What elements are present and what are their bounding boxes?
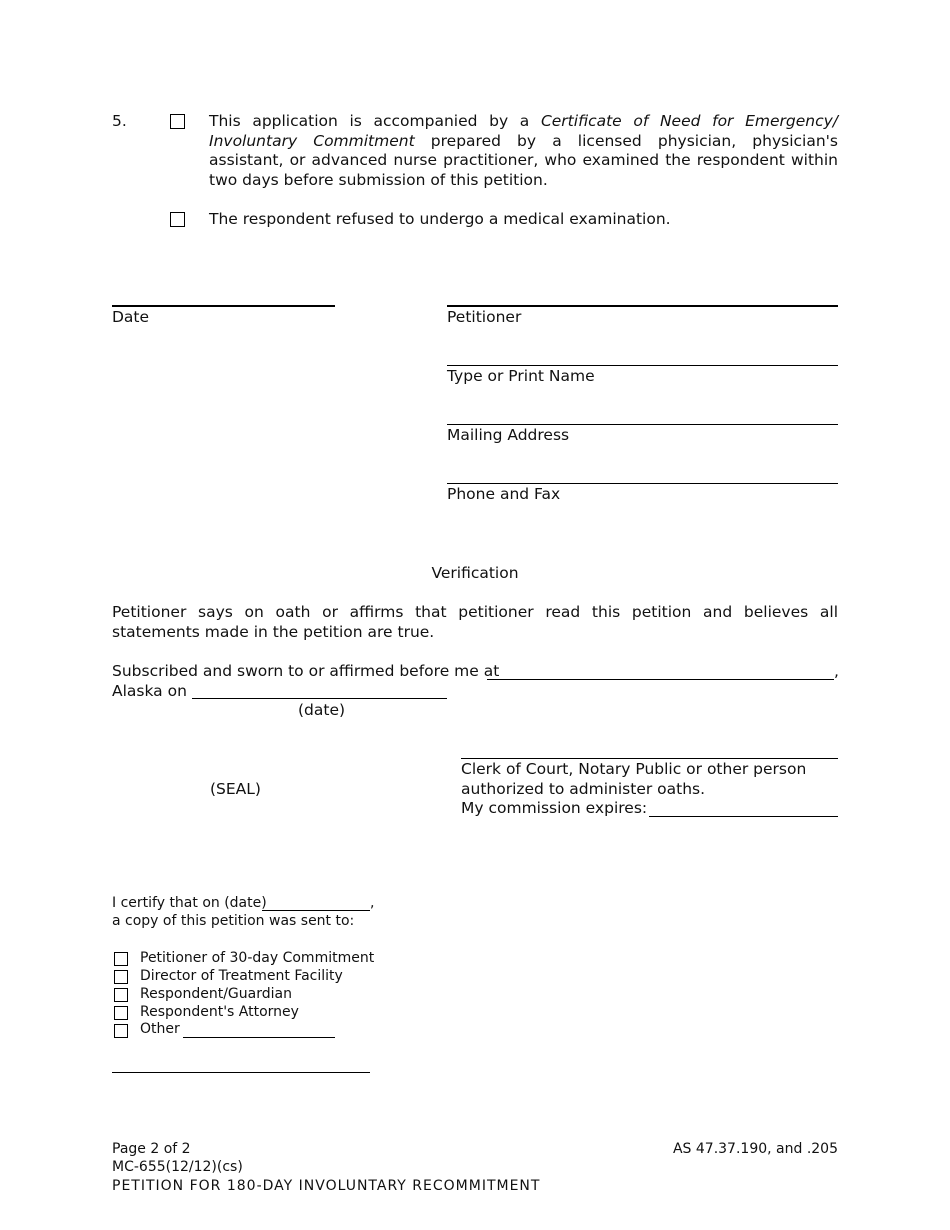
form-number: MC-655(12/12)(cs) — [112, 1159, 243, 1175]
verification-heading: Verification — [431, 564, 519, 582]
form-title: PETITION FOR 180-DAY INVOLUNTARY RECOMMITMENT — [112, 1178, 541, 1194]
other-copy-label: Other — [140, 1021, 180, 1037]
statute-reference: AS 47.37.190, and .205 — [672, 1141, 838, 1157]
respondent-attorney-label: Respondent's Attorney — [140, 1004, 299, 1020]
certify-sent-text: a copy of this petition was sent to: — [112, 913, 355, 929]
director-copy-checkbox[interactable] — [114, 970, 128, 984]
director-copy-label: Director of Treatment Facility — [140, 968, 343, 984]
certificate-checkbox[interactable] — [170, 114, 185, 129]
clerk-label-line1: Clerk of Court, Notary Public or other person — [461, 760, 807, 778]
respondent-guardian-checkbox[interactable] — [114, 988, 128, 1002]
seal-label: (SEAL) — [210, 780, 261, 798]
clerk-signature-line[interactable] — [461, 758, 838, 759]
page-number: Page 2 of 2 — [112, 1141, 191, 1157]
commission-label: My commission expires: — [461, 799, 648, 817]
commission-expires-line[interactable] — [649, 816, 838, 817]
respondent-attorney-checkbox[interactable] — [114, 1006, 128, 1020]
other-copy-line[interactable] — [183, 1037, 335, 1038]
phone-fax-label: Phone and Fax — [447, 485, 561, 503]
other-copy-checkbox[interactable] — [114, 1024, 128, 1038]
date-caption: (date) — [298, 701, 346, 719]
alaska-on-text: Alaska on — [112, 682, 187, 700]
petitioner-label: Petitioner — [447, 308, 522, 326]
sworn-date-line[interactable] — [192, 698, 447, 699]
sworn-text: Subscribed and sworn to or affirmed before me at — [112, 662, 500, 680]
certificate-title: Certificate of Need for Emergency/ Involuntary Commitment — [209, 112, 838, 150]
sworn-comma: , — [834, 662, 839, 680]
certify-date-line[interactable] — [262, 910, 370, 911]
petitioner-copy-label: Petitioner of 30-day Commitment — [140, 950, 375, 966]
date-signature-line[interactable] — [112, 305, 335, 307]
print-name-label: Type or Print Name — [447, 367, 595, 385]
refused-exam-checkbox[interactable] — [170, 212, 185, 227]
respondent-guardian-label: Respondent/Guardian — [140, 986, 292, 1002]
date-label: Date — [112, 308, 150, 326]
clerk-initials-line[interactable] — [112, 1072, 370, 1073]
mailing-address-line[interactable] — [447, 424, 838, 425]
certificate-paragraph: This application is accompanied by a Certificate of Need for Emergency/ Involuntary Commitment prepared by a licensed physician, physician's assistant, or advanced nurse practitioner, who examined the respondent within two days before submission of this petition. — [209, 112, 838, 190]
print-name-line[interactable] — [447, 365, 838, 366]
mailing-address-label: Mailing Address — [447, 426, 570, 444]
phone-fax-line[interactable] — [447, 483, 838, 484]
petitioner-signature-line[interactable] — [447, 305, 838, 307]
certify-text: I certify that on (date) — [112, 895, 267, 911]
refused-exam-label: The respondent refused to undergo a medical examination. — [209, 210, 671, 228]
item-number: 5. — [112, 112, 127, 130]
petitioner-copy-checkbox[interactable] — [114, 952, 128, 966]
verification-statement: Petitioner says on oath or affirms that petitioner read this petition and believes all statements made in the petition are true. — [112, 603, 838, 641]
clerk-label-line2: authorized to administer oaths. — [461, 780, 706, 798]
certify-comma: , — [370, 895, 375, 911]
sworn-location-line[interactable] — [487, 679, 834, 680]
